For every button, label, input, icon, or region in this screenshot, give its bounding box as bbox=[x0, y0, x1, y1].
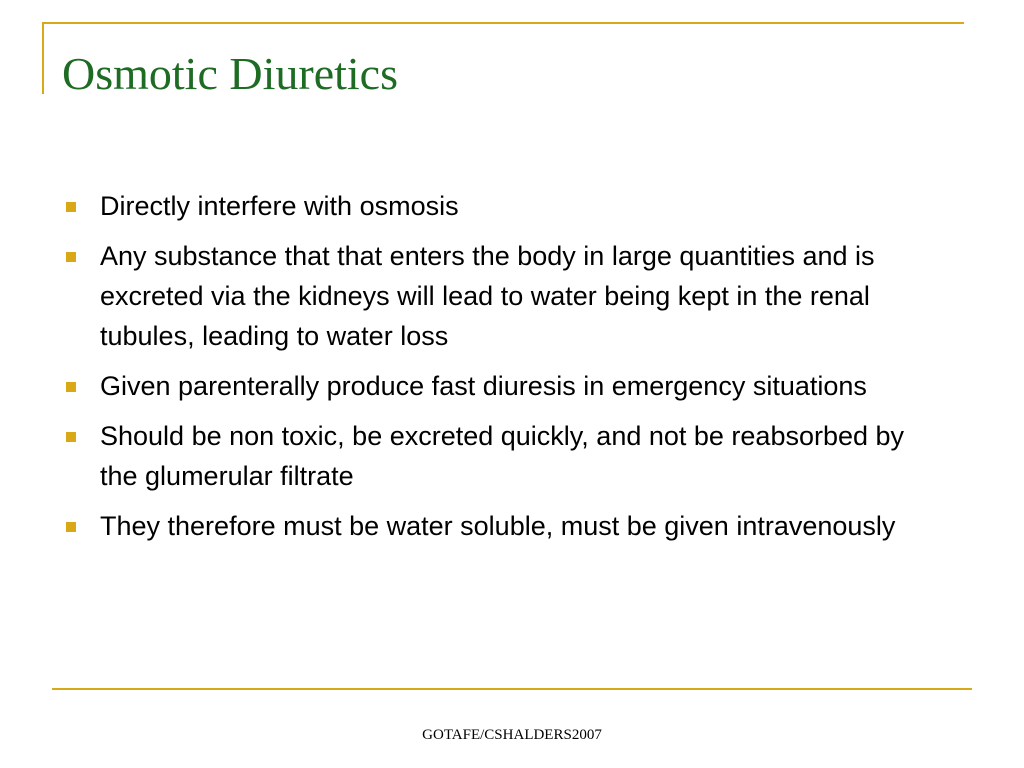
slide-footer: GOTAFE/CSHALDERS2007 bbox=[422, 727, 602, 743]
square-bullet-icon bbox=[66, 382, 76, 392]
bullet-text: Any substance that that enters the body in large quantities and is excreted via the kidneys will lead to water being kept in the renal tubules, leading to water loss bbox=[100, 241, 875, 351]
bottom-divider bbox=[52, 688, 972, 690]
bullet-text: They therefore must be water soluble, must be given intravenously bbox=[100, 511, 896, 541]
bullet-text: Directly interfere with osmosis bbox=[100, 191, 459, 221]
bullet-item bbox=[62, 416, 942, 496]
bullet-item bbox=[62, 506, 942, 546]
bullet-text: Given parenterally produce fast diuresis in emergency situations bbox=[100, 371, 867, 401]
bullet-item bbox=[62, 186, 942, 226]
square-bullet-icon bbox=[66, 432, 76, 442]
square-bullet-icon bbox=[66, 202, 76, 212]
top-frame-line bbox=[42, 22, 964, 24]
bullet-list bbox=[62, 186, 942, 556]
bullet-text: Should be non toxic, be excreted quickly, and not be reabsorbed by the glumerular filtrate bbox=[100, 421, 905, 491]
square-bullet-icon bbox=[66, 252, 76, 262]
bullet-item bbox=[62, 366, 942, 406]
bullet-item bbox=[62, 236, 942, 356]
slide-title: Osmotic Diuretics bbox=[62, 48, 398, 99]
left-frame-line bbox=[42, 22, 44, 94]
square-bullet-icon bbox=[66, 522, 76, 532]
